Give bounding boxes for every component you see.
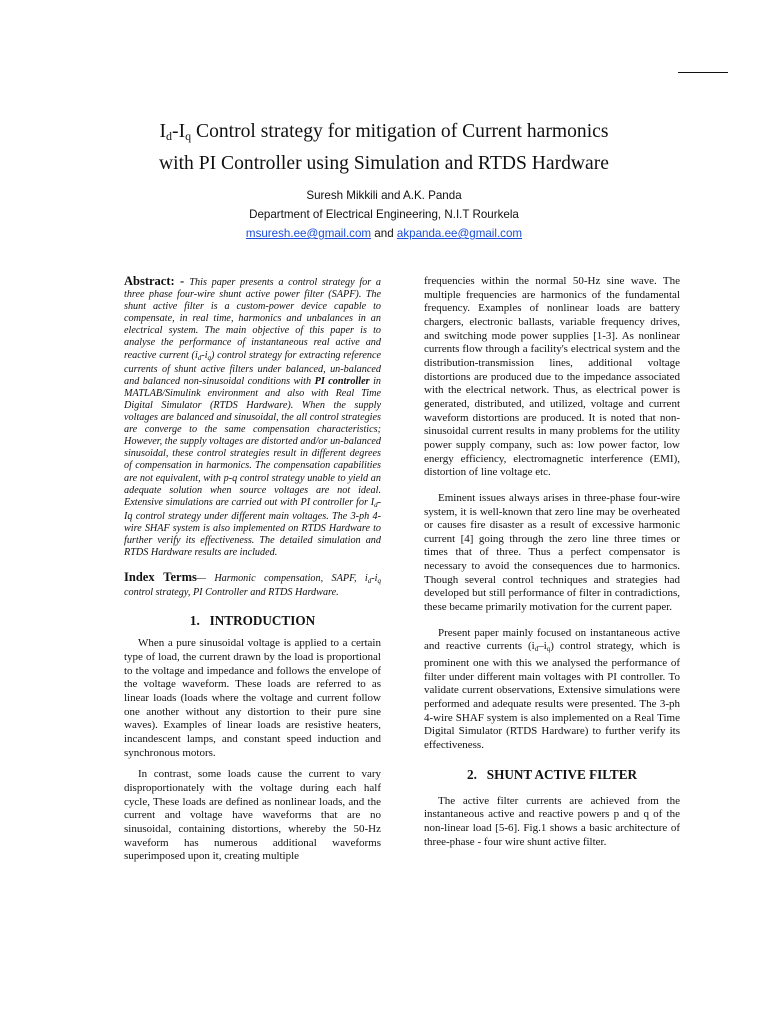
abstract-label: Abstract: - [124, 274, 190, 288]
email-link-2[interactable]: akpanda.ee@gmail.com [396, 227, 523, 240]
corner-rule [678, 72, 728, 73]
title-sub-d: d [166, 129, 173, 143]
author-names: Suresh Mikkili and A.K. Panda [306, 189, 462, 202]
title-line-2: with PI Controller using Simulation and RTDS Hardware [159, 153, 609, 174]
p5-text-b: ) control strategy, which is prominent one with this we analysed the performance of filter under different main voltages with PI controller. To validate current observations, Extensive simulations were performed and adequate results were presented. The 3-ph 4-wire SHAF system is also implemented on a Real Time Digital Simulator (RTDS Hardware) to further verify its effectiveness. [424, 640, 680, 751]
email-link-1[interactable]: msuresh.ee@gmail.com [245, 227, 372, 240]
intro-paragraph-4: Eminent issues always arises in three-phase four-wire system, it is well-known that zero line may be overheated or causes fire disaster as a result of excessive harmonic current [4] going through the zero line three times or times that of three. Thus a perfect compensator is necessary to avoid the consequences due to harmonics. Though several control techniques and strategies had developed but still performance of filter in contradictions, these became primarily motivation for the current paper. [424, 491, 680, 614]
intro-paragraph-3: frequencies within the normal 50-Hz sine wave. The multiple frequencies are harmonics of the fundamental frequency. Examples of nonlinear loads are battery chargers, electronic ballasts, variable frequency drives, and switching mode power supplies [1-3]. As nonlinear currents flow through a facility's electrical system and the distribution-transmission lines, additional voltage distortions are produced due to the impedance associated with the electrical network. Thus, as electrical power is generated, distributed, and utilized, voltage and current waveform distortions are produced. It is noted that non-sinusoidal current results in many problems for the utility power supply company, such as: low power factor, low energy efficiency, electromagnetic interference (EMI), distortion of line voltage etc. [424, 275, 680, 479]
title-line-1 [90, 118, 678, 150]
section-heading-introduction: 1. INTRODUCTION [189, 613, 316, 629]
abstract-text-b: ) control strategy for extracting reference currents of shunt active filters under balanced, un-balanced and balanced non-sinusoidal conditions with [124, 349, 381, 387]
author-block [90, 186, 678, 243]
intro-paragraph-1: When a pure sinusoidal voltage is applied to a certain type of load, the current drawn by the load is proportional to the voltage and impedance and follows the envelope of the voltage waveform. These loads are referred to as linear loads (loads where the voltage and current follow one another without any distortion to their pure sine waves). Examples of linear loads are resistive heaters, incandescent lamps, and constant speed induction and synchronous motors. [124, 637, 381, 759]
right-column [424, 275, 680, 857]
abstract-text-d: control strategy under different main voltages. The 3-ph 4-wire SHAF system is also implemented on RTDS Hardware to further verify its effectiveness. The detailed simulation and RTDS Hardware results are included. [124, 510, 381, 559]
abstract-bold-pi: PI controller [314, 375, 370, 387]
abstract-dash2: -Iq [124, 496, 381, 522]
abstract-sub-d2: d [374, 500, 378, 509]
p5-text-a: Present paper mainly focused on instantaneous active and reactive currents (i [424, 626, 680, 653]
p5-sub-d: d [534, 645, 539, 654]
title-sub-q: q [185, 129, 192, 143]
p5-sub-q: q [546, 645, 551, 654]
index-terms [124, 571, 381, 599]
left-column [124, 275, 381, 872]
title-dash-i: -I [172, 121, 186, 142]
index-terms-label: Index Terms [124, 570, 197, 585]
author-emails [90, 224, 678, 243]
intro-paragraph-5 [424, 627, 680, 753]
title-i: I [159, 121, 167, 142]
abstract-text-a: This paper presents a control strategy for a three phase four-wire shunt active power filter (SAPF). The shunt active filter is a custom-power device capable to compensate, in real time, harmonics and unbalances in an electrical system. The main objective of this paper is to analyse the performance of instantaneous real active and reactive current (i [124, 277, 381, 361]
abstract-sub-q: q [207, 353, 212, 362]
index-sub-d: d [367, 577, 372, 586]
shunt-paragraph-1: The active filter currents are achieved from the instantaneous active and reactive powers p and q of the non-linear load [5-6]. Fig.1 shows a basic architecture of three-phase - four wire shunt active filter. [424, 794, 680, 848]
abstract-dash: -i [201, 349, 208, 361]
email-and: and [371, 227, 397, 240]
intro-paragraph-2: In contrast, some loads cause the current to vary disproportionately with the voltage during each half cycle, These loads are defined as nonlinear loads, and the current and voltage have waveforms that are no sinusoidal, containing distortions, whereby the 50-Hz waveform has numerous additional waveforms superimposed upon it, creating multiple [124, 768, 381, 863]
author-department: Department of Electrical Engineering, N.I.T Rourkela [249, 208, 519, 221]
abstract-sub-d: d [197, 353, 202, 362]
abstract-text-c: in MATLAB/Simulink environment and also with Real Time Digital Simulator (RTDS Hardware). When the supply voltages are balanced and sinusoidal, the all control strategies are converge to the same compensation characteristics; However, the supply voltages are distorted and/or un-balanced sinusoidal, these control strategies result in different degrees of compensation in harmonics. The compensation capabilities are not equivalent, with p-q control strategy unable to yield an adequate solution when source voltages are not ideal. Extensive simulations are carried out with PI controller for I [124, 375, 381, 508]
index-dash: -i [371, 573, 378, 585]
index-sub-q: q [377, 577, 381, 586]
p5-dash: –i [538, 640, 547, 653]
section-heading-shunt-active-filter: 2. SHUNT ACTIVE FILTER [466, 766, 638, 782]
abstract [124, 275, 381, 559]
title-line1-rest: Control strategy for mitigation of Current harmonics [191, 121, 609, 142]
index-terms-text-a: — Harmonic compensation, SAPF, i [196, 573, 368, 585]
index-terms-text-b: control strategy, PI Controller and RTDS Hardware. [124, 587, 339, 599]
paper-title [90, 118, 678, 178]
